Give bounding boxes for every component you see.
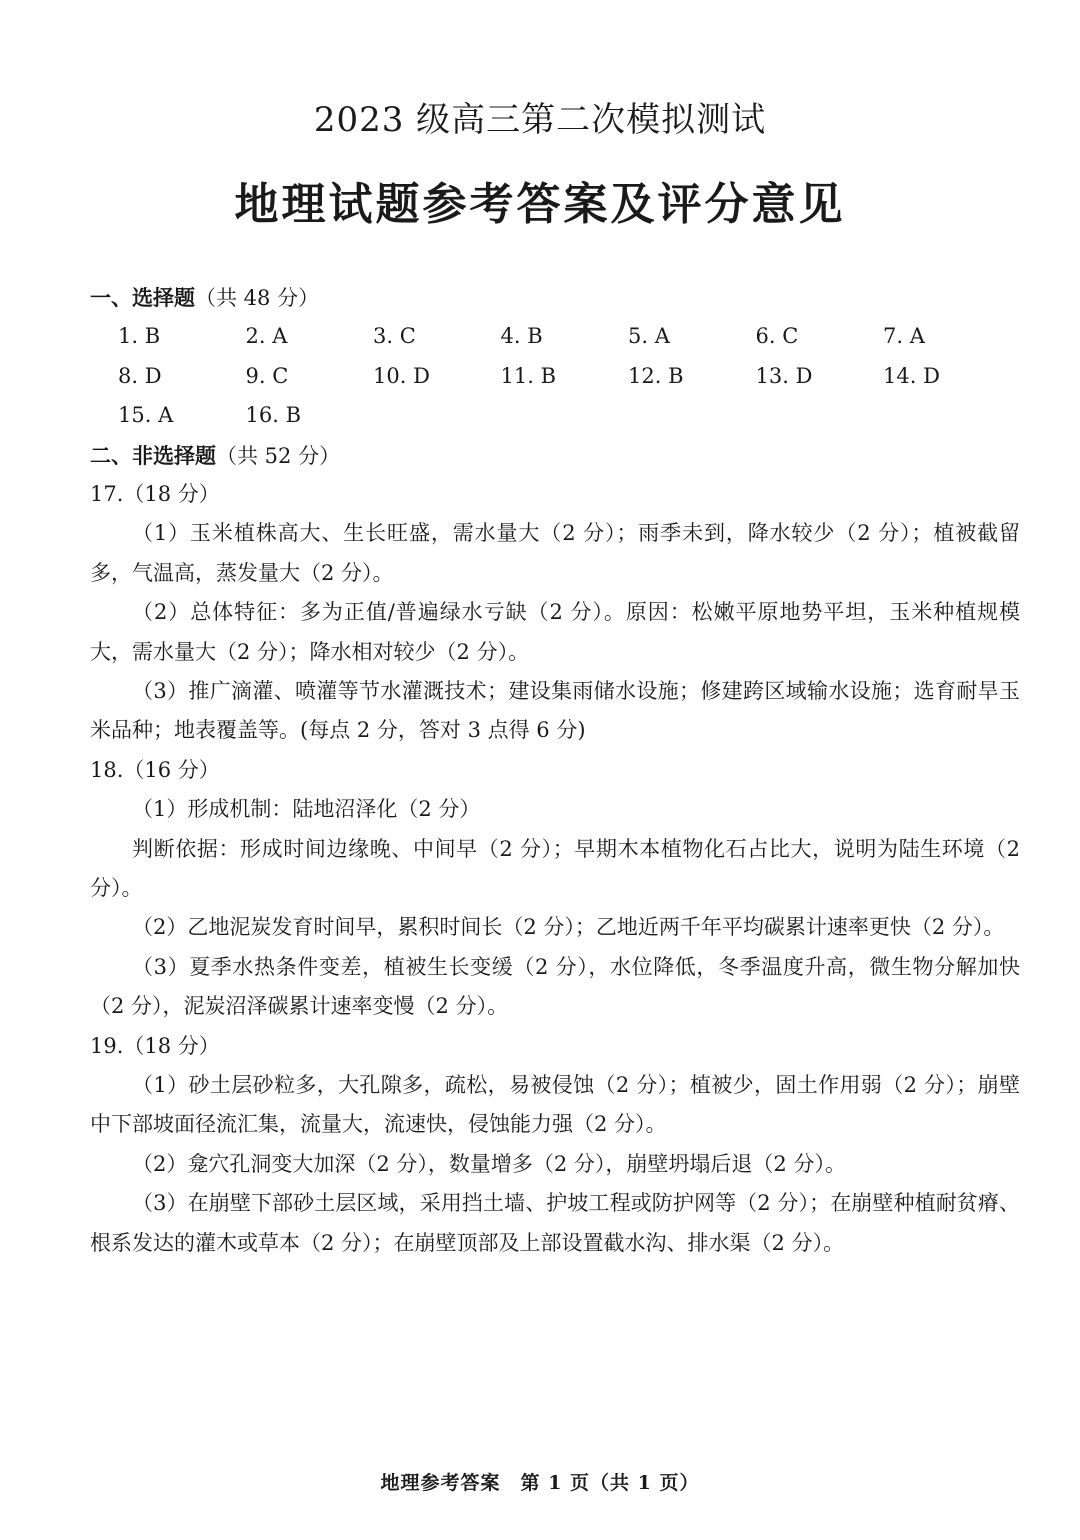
exam-subtitle: 2023 级高三第二次模拟测试 xyxy=(313,100,767,140)
answer-row xyxy=(90,317,1020,356)
open-questions xyxy=(90,475,1020,1263)
answer-content xyxy=(90,278,1020,1263)
question-header: 19.（18 分） xyxy=(90,1033,220,1058)
page-footer: 地理参考答案 第 1 页（共 1 页） xyxy=(380,1472,700,1494)
choice-answer-grid xyxy=(90,317,1020,435)
choice-answer: 2. A xyxy=(245,324,288,349)
answer-paragraph: 判断依据：形成时间边缘晚、中间早（2 分）；早期木本植物化石占比大，说明为陆生环境（2 分）。 xyxy=(90,836,1020,900)
answer-row xyxy=(90,357,1020,396)
choice-answer: 8. D xyxy=(118,363,162,388)
choice-answer: 12. B xyxy=(628,363,684,388)
section-heading-text: 一、选择题 xyxy=(90,285,195,310)
section-points: （共 48 分） xyxy=(195,286,320,310)
choice-answer: 13. D xyxy=(755,363,813,388)
choice-answer: 3. C xyxy=(373,324,416,349)
page-title: 地理试题参考答案及评分意见 xyxy=(234,179,846,230)
question-header: 17.（18 分） xyxy=(90,481,220,506)
answer-paragraph: （2）乙地泥炭发育时间早，累积时间长（2 分）；乙地近两千年平均碳累计速率更快（2 分）。 xyxy=(132,915,1005,940)
choice-answer: 7. A xyxy=(883,324,925,349)
choice-answer: 14. D xyxy=(883,363,940,388)
choice-answer: 4. B xyxy=(500,324,543,349)
choice-answer: 10. D xyxy=(373,363,430,388)
section-heading-choice xyxy=(90,278,1020,317)
answer-paragraph: （1）形成机制：陆地沼泽化（2 分） xyxy=(132,797,481,822)
answer-paragraph: （1）砂土层砂粒多，大孔隙多，疏松，易被侵蚀（2 分）；植被少，固土作用弱（2 分）；崩壁中下部坡面径流汇集，流量大，流速快，侵蚀能力强（2 分）。 xyxy=(90,1073,1020,1137)
section-heading-open xyxy=(90,436,1020,475)
section-points: （共 52 分） xyxy=(216,443,341,468)
choice-answer: 16. B xyxy=(245,403,302,428)
choice-answer: 1. B xyxy=(118,324,161,349)
answer-paragraph: （2）总体特征：多为正值/普遍绿水亏缺（2 分）。原因：松嫩平原地势平坦，玉米种植规模大，需水量大（2 分）；降水相对较少（2 分）。 xyxy=(90,600,1020,664)
answer-paragraph: （3）推广滴灌、喷灌等节水灌溉技术；建设集雨储水设施；修建跨区域输水设施；选育耐旱玉米品种；地表覆盖等。(每点 2 分，答对 3 点得 6 分) xyxy=(90,678,1020,743)
choice-answer: 5. A xyxy=(628,324,670,349)
choice-answer: 15. A xyxy=(118,403,174,428)
answer-paragraph: （1）玉米植株高大、生长旺盛，需水量大（2 分）；雨季未到，降水较少（2 分）；植被截留多，气温高，蒸发量大（2 分）。 xyxy=(90,521,1020,585)
question-header: 18.（16 分） xyxy=(90,757,220,782)
answer-row xyxy=(90,396,1020,435)
choice-answer: 9. C xyxy=(245,363,289,388)
choice-answer: 11. B xyxy=(500,363,557,388)
answer-paragraph: （3）在崩壁下部砂土层区域，采用挡土墙、护坡工程或防护网等（2 分）；在崩壁种植耐贫瘠、根系发达的灌木或草本（2 分）；在崩壁顶部及上部设置截水沟、排水渠（2 分）。 xyxy=(90,1191,1020,1255)
choice-answer: 6. C xyxy=(755,324,799,349)
section-heading-text: 二、非选择题 xyxy=(90,442,216,468)
answer-paragraph: （3）夏季水热条件变差，植被生长变缓（2 分），水位降低，冬季温度升高，微生物分解加快（2 分），泥炭沼泽碳累计速率变慢（2 分）。 xyxy=(90,954,1020,1019)
answer-paragraph: （2）龛穴孔洞变大加深（2 分），数量增多（2 分），崩壁坍塌后退（2 分）。 xyxy=(132,1151,846,1176)
